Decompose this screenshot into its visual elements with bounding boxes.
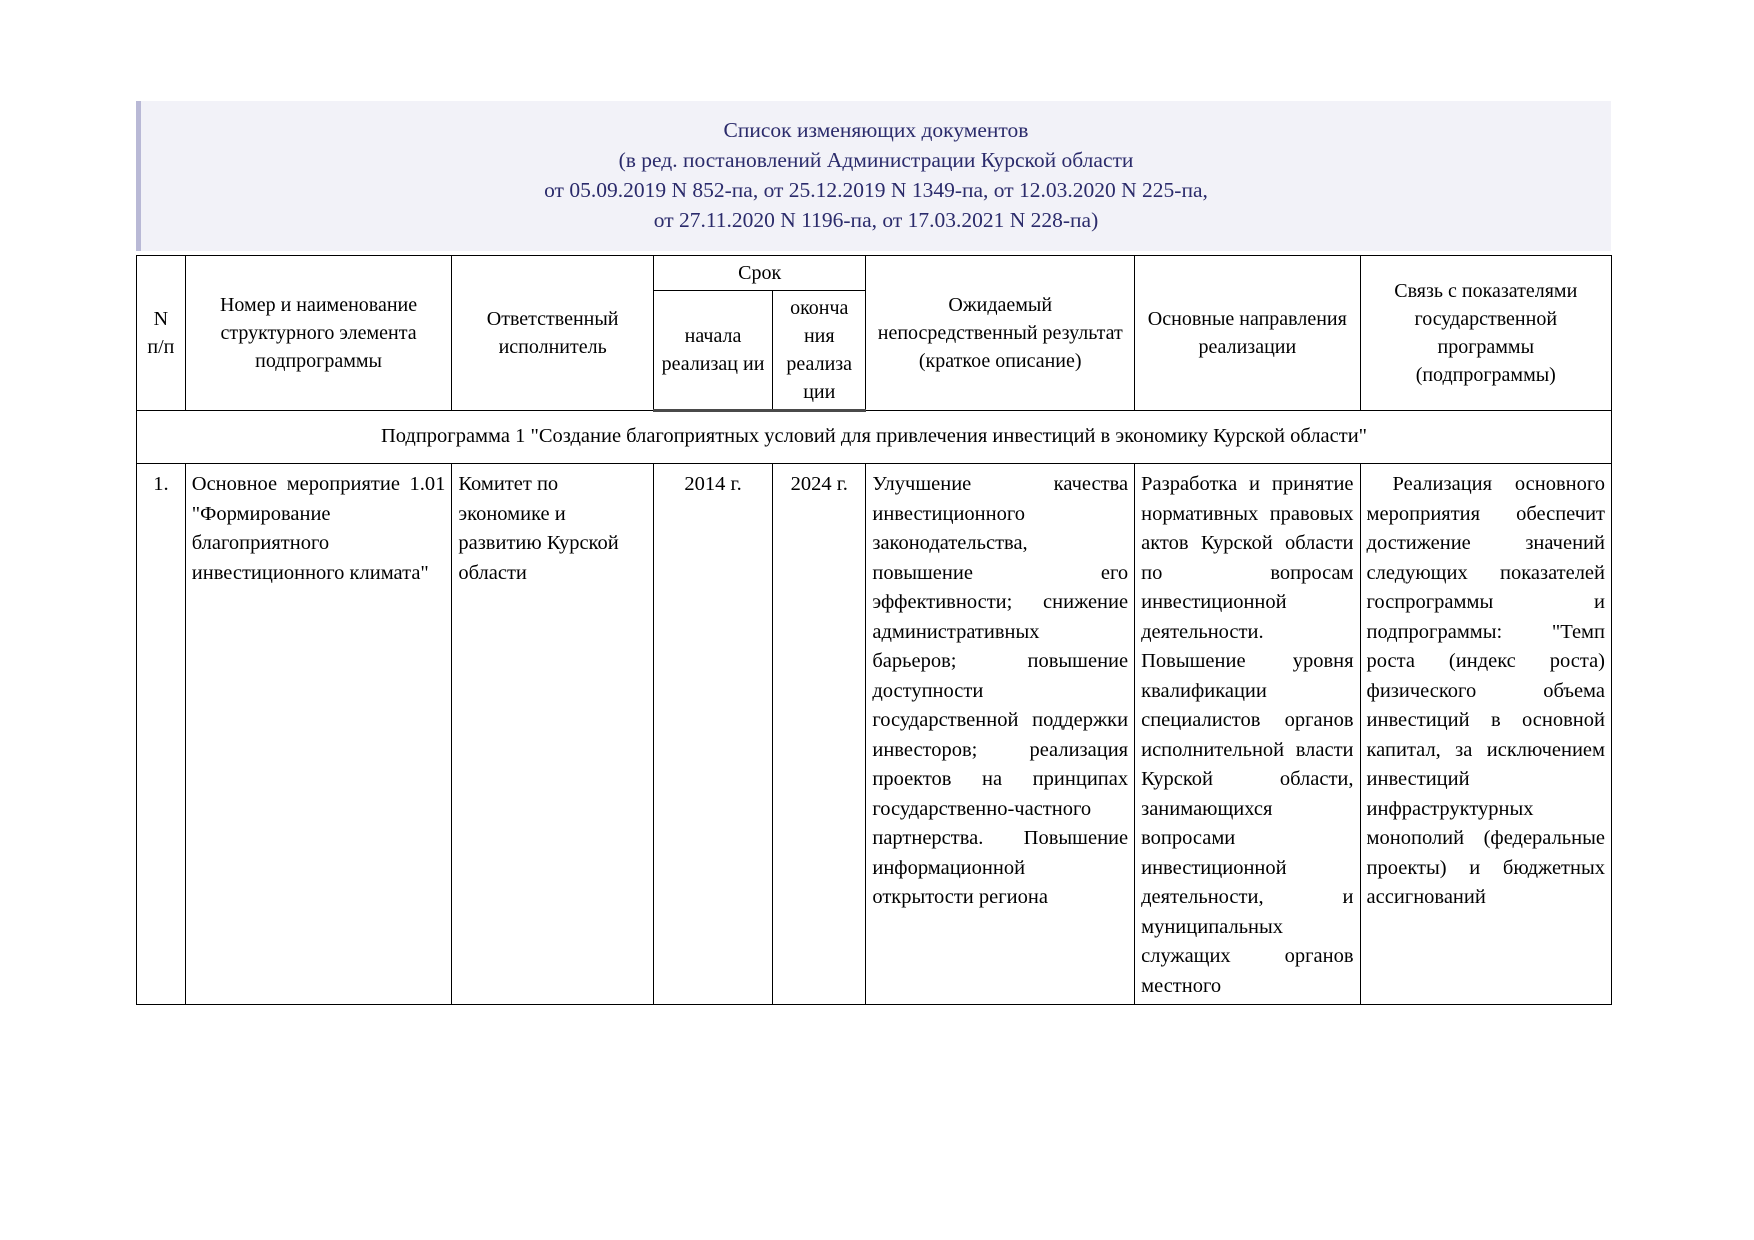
cell-link: Реализация основного мероприятия обеспечит достижение значений следующих показателей госпрограммы и подпрограммы: "Темп роста (индекс роста) физического объема инвестиций в основной капитал, за исключением инвестиций инфраструктурных монополий (федеральные проекты) и бюджетных ассигнований xyxy=(1360,464,1611,1005)
amendments-notice xyxy=(136,101,1611,251)
notice-line-4: от 27.11.2020 N 1196-па, от 17.03.2021 N 228-па) xyxy=(653,208,1099,232)
cell-executor: Комитет по экономике и развитию Курской области xyxy=(452,464,654,1005)
cell-directions: Разработка и принятие нормативных правовых актов Курской области по вопросам инвестиционной деятельности. Повышение уровня квалификации специалистов органов исполнительной власти Курской области, занимающихся вопросами инвестиционной деятельности, и муниципальных служащих органов местного xyxy=(1135,464,1360,1005)
column-header-link: Связь с показателями государственной программы (подпрограммы) xyxy=(1360,256,1611,411)
cell-term-end: 2024 г. xyxy=(773,464,866,1005)
column-header-term-start: начала реализац ии xyxy=(653,291,772,411)
cell-term-start: 2014 г. xyxy=(653,464,772,1005)
cell-result: Улучшение качества инвестиционного законодательства, повышение его эффективности; снижение административных барьеров; повышение доступности государственной поддержки инвесторов; реализация проектов на принципах государственно-частного партнерства. Повышение информационной открытости региона xyxy=(866,464,1135,1005)
column-header-number xyxy=(137,256,186,411)
cell-name: Основное мероприятие 1.01 "Формирование благоприятного инвестиционного климата" xyxy=(185,464,452,1005)
column-header-term-end: оконча ния реализа ции xyxy=(773,291,866,411)
notice-line-3: от 05.09.2019 N 852-па, от 25.12.2019 N 1349-па, от 12.03.2020 N 225-па, xyxy=(544,178,1208,202)
table-header-row-top xyxy=(137,256,1612,291)
column-header-result: Ожидаемый непосредственный результат (краткое описание) xyxy=(866,256,1135,411)
column-header-number-line2: п/п xyxy=(147,336,175,358)
program-measures-table xyxy=(136,255,1612,1005)
column-header-executor: Ответственный исполнитель xyxy=(452,256,654,411)
column-header-directions: Основные направления реализации xyxy=(1135,256,1360,411)
column-header-number-line1: N xyxy=(153,308,169,330)
subprogram-section-row xyxy=(137,411,1612,464)
column-header-name: Номер и наименование структурного элемента подпрограммы xyxy=(185,256,452,411)
table-row xyxy=(137,464,1612,1005)
subprogram-section-title: Подпрограмма 1 "Создание благоприятных условий для привлечения инвестиций в экономику Курской области" xyxy=(137,411,1612,464)
notice-line-1: Список изменяющих документов xyxy=(723,118,1029,142)
notice-line-2: (в ред. постановлений Администрации Курской области xyxy=(618,148,1134,172)
cell-number: 1. xyxy=(137,464,186,1005)
column-header-term-group: Срок xyxy=(653,256,865,291)
